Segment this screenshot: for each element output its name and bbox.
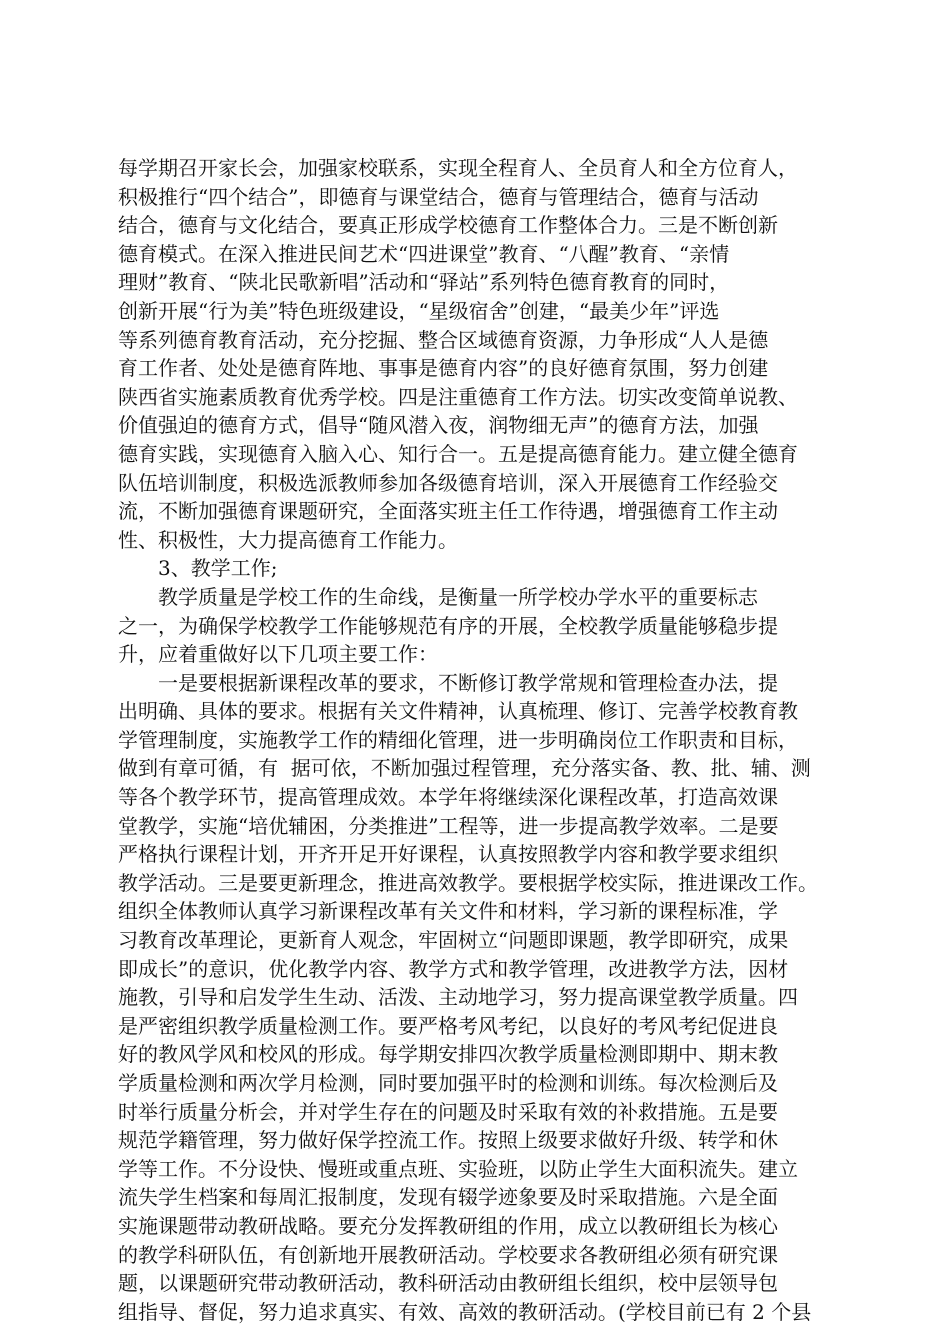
text-line: 德育实践，实现德育入脑入心、知行合一。五是提高德育能力。建立健全德育 <box>118 441 798 466</box>
text-line: 等系列德育教育活动，充分挖掘、整合区域德育资源，力争形成“人人是德 <box>118 327 769 352</box>
text-line: 价值强迫的德育方式，倡导“随风潜入夜，润物细无声”的德育方法，加强 <box>118 413 759 438</box>
text-line: 性、积极性，大力提高德育工作能力。 <box>118 527 458 552</box>
text-line: 队伍培训制度，积极选派教师参加各级德育培训，深入开展德育工作经验交 <box>118 470 778 495</box>
text-line: 堂教学，实施“培优辅困，分类推进”工程等，进一步提高教学效率。二是要 <box>118 813 779 838</box>
text-line: 时举行质量分析会，并对学生存在的问题及时采取有效的补救措施。五是要 <box>118 1099 778 1124</box>
text-line: 积极推行“四个结合”，即德育与课堂结合，德育与管理结合，德育与活动 <box>118 184 759 209</box>
text-line: 升，应着重做好以下几项主要工作： <box>118 642 438 667</box>
text-line: 是严密组织教学质量检测工作。要严格考风考纪，以良好的考风考纪促进良 <box>118 1013 778 1038</box>
text-line: 学管理制度，实施教学工作的精细化管理，进一步明确岗位工作职责和目标， <box>118 727 798 752</box>
text-line: 教学活动。三是要更新理念，推进高效教学。要根据学校实际，推进课改工作。 <box>118 870 818 895</box>
text-line: 习教育改革理论，更新育人观念，牢固树立“问题即课题，教学即研究，成果 <box>118 928 789 953</box>
text-line: 一是要根据新课程改革的要求，不断修订教学常规和管理检查办法，提 <box>118 670 778 695</box>
text-line: 施教，引导和启发学生生动、活泼、主动地学习，努力提高课堂教学质量。四 <box>118 985 798 1010</box>
text-line: 组指导、督促，努力追求真实、有效、高效的教研活动。(学校目前已有 2 个县 <box>118 1299 812 1324</box>
text-line: 严格执行课程计划，开齐开足开好课程，认真按照教学内容和教学要求组织 <box>118 842 778 867</box>
text-line: 等各个教学环节，提高管理成效。本学年将继续深化课程改革，打造高效课 <box>118 785 778 810</box>
text-line: 结合，德育与文化结合，要真正形成学校德育工作整体合力。三是不断创新 <box>118 213 778 238</box>
text-line: 题，以课题研究带动教研活动，教科研活动由教研组长组织，校中层领导包 <box>118 1271 778 1296</box>
text-line: 的教学科研队伍，有创新地开展教研活动。学校要求各教研组必须有研究课 <box>118 1242 778 1267</box>
text-line: 好的教风学风和校风的形成。每学期安排四次教学质量检测即期中、期末教 <box>118 1042 778 1067</box>
text-line: 理财”教育、“陕北民歌新唱”活动和“驿站”系列特色德育教育的同时， <box>118 270 730 295</box>
text-line: 组织全体教师认真学习新课程改革有关文件和材料，学习新的课程标准，学 <box>118 899 778 924</box>
text-line: 流，不断加强德育课题研究，全面落实班主任工作待遇，增强德育工作主动 <box>118 499 778 524</box>
text-line: 做到有章可循，有 据可依，不断加强过程管理，充分落实备、教、批、辅、测 <box>118 756 811 781</box>
text-line: 德育模式。在深入推进民间艺术“四进课堂”教育、“八醒”教育、“亲情 <box>118 241 730 266</box>
text-line: 陕西省实施素质教育优秀学校。四是注重德育工作方法。切实改变简单说教、 <box>118 384 798 409</box>
text-line: 出明确、具体的要求。根据有关文件精神，认真梳理、修订、完善学校教育教 <box>118 699 798 724</box>
text-line: 每学期召开家长会，加强家校联系，实现全程育人、全员育人和全方位育人， <box>118 156 798 180</box>
text-line: 流失学生档案和每周汇报制度，发现有辍学迹象要及时采取措施。六是全面 <box>118 1185 778 1210</box>
text-line: 教学质量是学校工作的生命线，是衡量一所学校办学水平的重要标志 <box>118 584 758 609</box>
text-line: 即成长”的意识，优化教学内容、教学方式和教学管理，改进教学方法，因材 <box>118 956 789 981</box>
text-line: 规范学籍管理，努力做好保学控流工作。按照上级要求做好升级、转学和休 <box>118 1128 778 1153</box>
text-line: 育工作者、处处是德育阵地、事事是德育内容”的良好德育氛围，努力创建 <box>118 356 769 381</box>
body-text <box>118 154 832 1326</box>
text-line: 学质量检测和两次学月检测，同时要加强平时的检测和训练。每次检测后及 <box>118 1071 778 1095</box>
text-line: 学等工作。不分设快、慢班或重点班、实验班，以防止学生大面积流失。建立 <box>118 1156 798 1181</box>
text-line: 创新开展“行为美”特色班级建设，“星级宿舍”创建，“最美少年”评选 <box>118 298 720 323</box>
text-line: 实施课题带动教研战略。要充分发挥教研组的作用，成立以教研组长为核心 <box>118 1213 778 1238</box>
section-heading: 3、教学工作; <box>118 556 278 581</box>
text-line: 之一，为确保学校教学工作能够规范有序的开展，全校教学质量能够稳步提 <box>118 613 778 638</box>
